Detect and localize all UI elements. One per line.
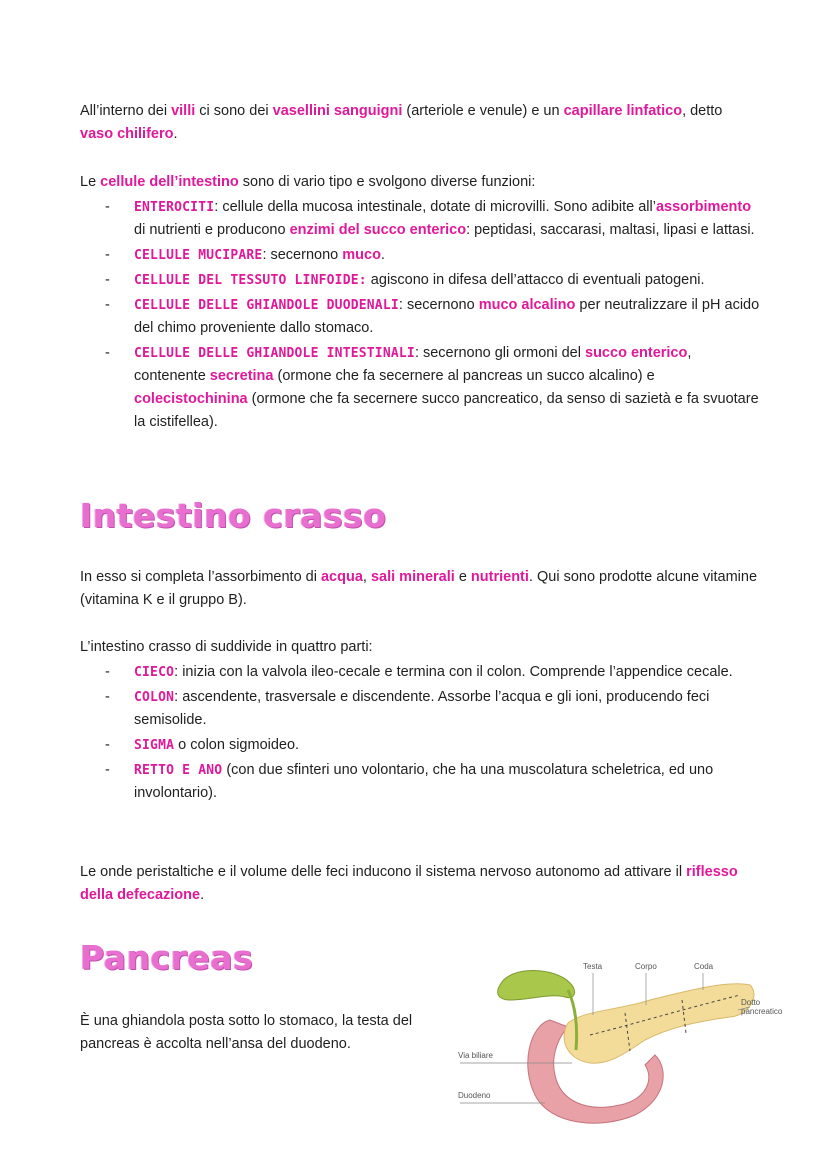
label-corpo: Corpo: [635, 962, 657, 971]
list-item: - CELLULE MUCIPARE: secernono muco.: [80, 244, 760, 267]
term-capillare: capillare linfatico: [563, 103, 683, 119]
label-coda: Coda: [694, 962, 714, 971]
term-vasellini: vasellini sanguigni: [272, 103, 403, 119]
crasso-paragraph-1: In esso si completa l’assorbimento di acqua, sali minerali e nutrienti. Qui sono prodotte alcune vitamine (vitamina K e il gruppo B).: [80, 569, 758, 608]
list-item: - CELLULE DELLE GHIANDOLE INTESTINALI: secernono gli ormoni del succo enterico, contenente secretina (ormone che fa secernere al pancreas un succo alcalino) e colecistochinina (ormone che fa secernere succo pancreatico, da senso di sazietà e fa svuotare la cistifellea).: [80, 342, 760, 434]
list-item: - ENTEROCITI: cellule della mucosa intestinale, dotate di microvilli. Sono adibite all’assorbimento di nutrienti e producono enzimi del succo enterico: peptidasi, saccarasi, maltasi, lipasi e lattasi.: [80, 196, 760, 242]
gallbladder-shape: [498, 971, 575, 1001]
heading-intestino-crasso: Intestino crasso: [80, 496, 387, 535]
term-cellule: cellule dell’intestino: [100, 174, 239, 190]
list-item: - COLON: ascendente, trasversale e discendente. Assorbe l’acqua e gli ioni, producendo feci semisolide.: [80, 686, 760, 732]
list-item: - RETTO E ANO (con due sfinteri uno volontario, che ha una muscolatura scheletrica, ed uno involontario).: [80, 759, 760, 805]
pancreas-diagram: [450, 955, 790, 1155]
heading-pancreas: Pancreas: [80, 938, 254, 977]
term-vaso-chilifero: vaso chilifero: [80, 126, 174, 142]
list-item: - CELLULE DELLE GHIANDOLE DUODENALI: secernono muco alcalino per neutralizzare il pH acido del chimo proveniente dallo stomaco.: [80, 294, 760, 340]
list-item: - CELLULE DEL TESSUTO LINFOIDE: agiscono in difesa dell’attacco di eventuali patogeni.: [80, 269, 760, 292]
label-dotto: Dotto: [741, 998, 761, 1007]
pancreas-shape: [564, 984, 754, 1064]
label-duodeno: Duodeno: [458, 1091, 491, 1100]
crasso-parts-list: [80, 661, 760, 805]
cells-section: Le cellule dell’intestino sono di vario tipo e svolgono diverse funzioni: - ENTEROCITI: cellule della mucosa intestinale, dotate di microvilli. Sono adibite all’assorbimento di nutrienti e producono enzimi del succo enterico: peptidasi, saccarasi, maltasi, lipasi e lattasi. - CELLULE MUCIPARE: secernono muco. - CELLULE DEL TESSUTO LINFOIDE: agiscono in difesa dell’attacco di eventuali patogeni. - CELLULE DELLE GHIANDOLE DUODENALI: secernono muco alcalino per neutralizzare il pH acido del chimo proveniente dallo stomaco. - CELLULE DELLE GHIANDOLE INTESTINALI: secernono gli ormoni del succo enterico, contenente secretina (ormone che fa secernere al pancreas un succo alcalino) e colecistochinina (ormone che fa secernere succo pancreatico, da senso di sazietà e fa svuotare la cistifellea).: [80, 171, 760, 436]
pancreas-paragraph: È una ghiandola posta sotto lo stomaco, la testa del pancreas è accolta nell’ansa del duodeno.: [80, 1013, 413, 1052]
list-item: - CIECO: inizia con la valvola ileo-cecale e termina con il colon. Comprende l’appendice cecale.: [80, 661, 760, 684]
crasso-parts-section: L’intestino crasso di suddivide in quattro parti: - CIECO: inizia con la valvola ileo-cecale e termina con il colon. Comprende l’appendice cecale. - COLON: ascendente, trasversale e discendente. Assorbe l’acqua e gli ioni, producendo feci semisolide. - SIGMA o colon sigmoideo. - RETTO E ANO (con due sfinteri uno volontario, che ha una muscolatura scheletrica, ed uno involontario).: [80, 636, 760, 807]
label-pancreatico: pancreatico: [741, 1007, 783, 1016]
term-villi: villi: [171, 103, 196, 119]
list-item: - SIGMA o colon sigmoideo.: [80, 734, 760, 757]
label-via-biliare: Via biliare: [458, 1051, 493, 1060]
cells-list: [80, 196, 760, 434]
label-testa: Testa: [583, 962, 603, 971]
villi-paragraph: All’interno dei villi ci sono dei vasellini sanguigni (arteriole e venule) e un capillare linfatico, detto vaso chilifero.: [80, 103, 723, 142]
crasso-paragraph-3: Le onde peristaltiche e il volume delle feci inducono il sistema nervoso autonomo ad attivare il riflesso della defecazione.: [80, 864, 738, 903]
